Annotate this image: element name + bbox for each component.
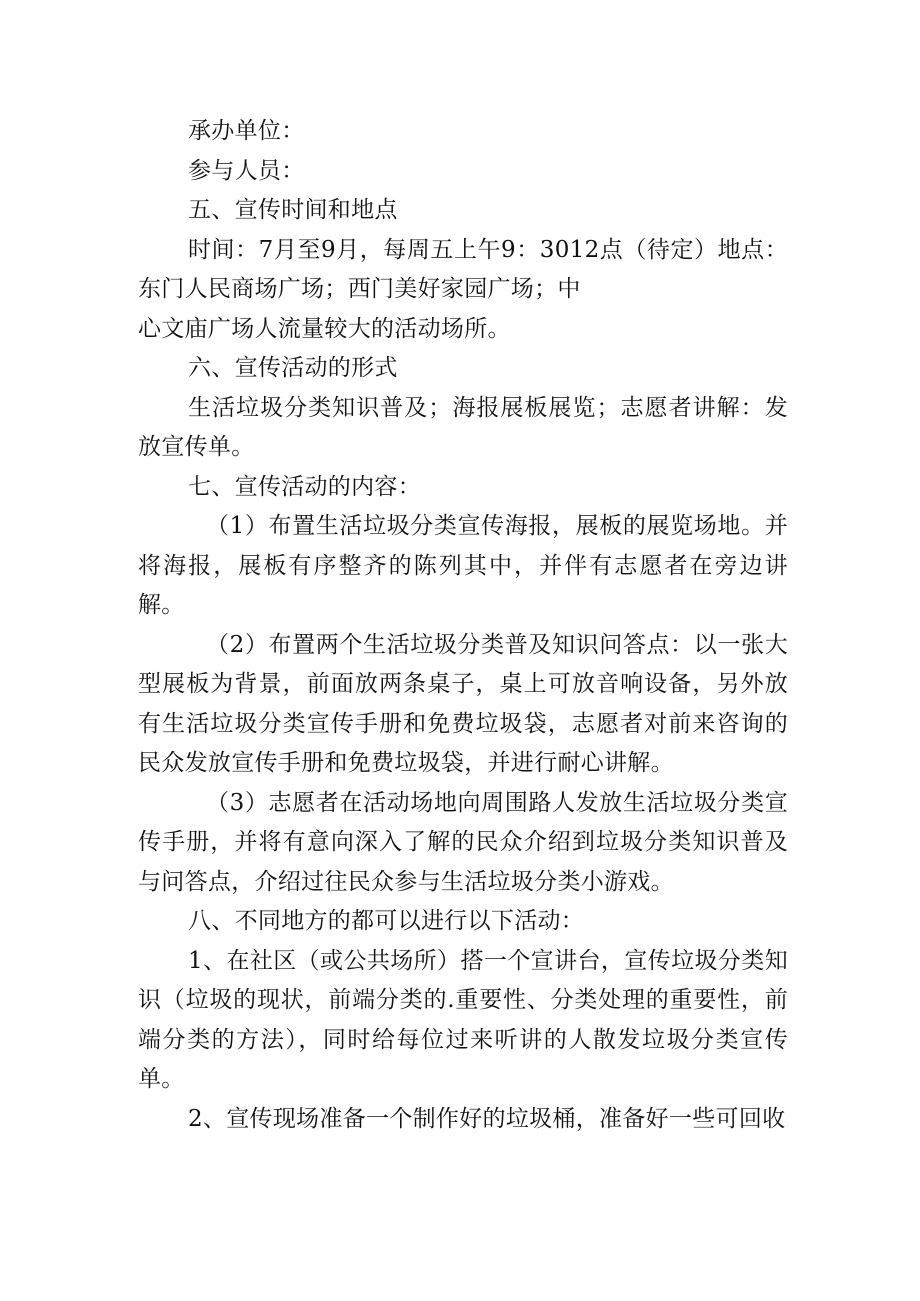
paragraph-activity-1: 1、在社区（或公共场所）搭一个宣讲台，宣传垃圾分类知识（垃圾的现状，前端分类的.重要性、分类处理的重要性，前端分类的方法），同时给每位过来听讲的人散发垃圾分类宣传单。 (138, 947, 788, 1092)
heading-section-7: 七、宣传活动的内容： (188, 473, 421, 500)
paragraph-organizer: 承办单位： (188, 118, 305, 144)
document-body (138, 112, 788, 1139)
paragraph-activity-forms: 生活垃圾分类知识普及；海报展板展览；志愿者讲解：发放宣传单。 (138, 394, 788, 460)
heading-section-6: 六、宣传活动的形式 (188, 355, 398, 381)
heading-section-8: 八、不同地方的都可以进行以下活动： (188, 908, 585, 934)
paragraph-content-item-1: （1）布置生活垃圾分类宣传海报，展板的展览场地。并将海报，展板有序整齐的陈列其中，并伴有志愿者在旁边讲解。 (138, 513, 788, 618)
paragraph-activity-2: 2、宣传现场准备一个制作好的垃圾桶，准备好一些可回收 (188, 1105, 786, 1132)
paragraph-time-location: 时间：7月至9月，每周五上午9：3012点（待定）地点：东门人民商场广场；西门美好家园广场；中 (138, 236, 788, 302)
heading-section-5: 五、宣传时间和地点 (188, 197, 398, 223)
paragraph-location-continued: 心文庙广场人流量较大的活动场所。 (138, 315, 511, 342)
paragraph-content-item-3: （3）志愿者在活动场地向周围路人发放生活垃圾分类宣传手册，并将有意向深入了解的民众介绍到垃圾分类知识普及与问答点，介绍过往民众参与生活垃圾分类小游戏。 (138, 789, 788, 895)
paragraph-content-item-2: （2）布置两个生活垃圾分类普及知识问答点：以一张大型展板为背景，前面放两条桌子，桌上可放音响设备，另外放有生活垃圾分类宣传手册和免费垃圾袋，志愿者对前来咨询的民众发放宣传手册和免费垃圾袋，并进行耐心讲解。 (138, 631, 788, 776)
paragraph-participants: 参与人员： (188, 157, 305, 184)
